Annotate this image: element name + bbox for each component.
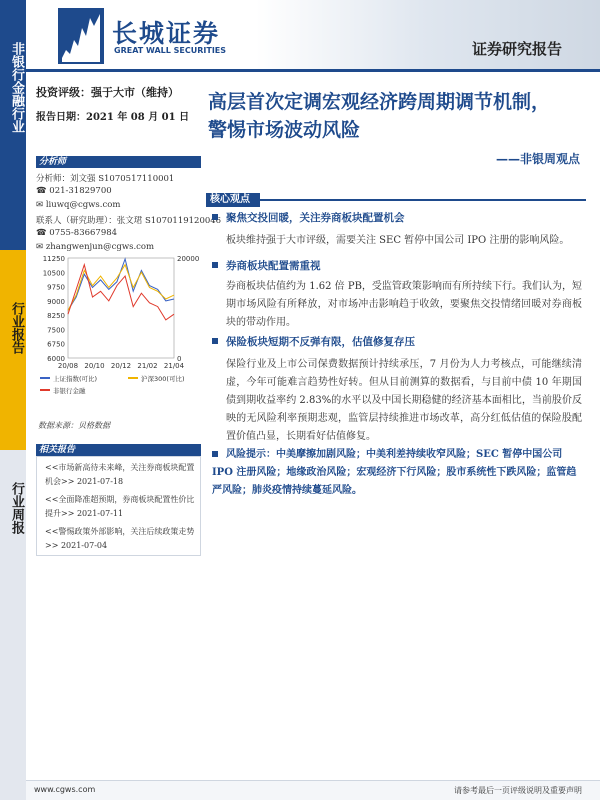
industry-label: 非银行金融行业 bbox=[9, 42, 24, 133]
great-wall-logo-icon bbox=[56, 6, 106, 66]
phone-icon: ☎ bbox=[36, 228, 50, 238]
x-tick-label: 21/02 bbox=[137, 362, 158, 370]
analyst-section-title: 分析师 bbox=[36, 156, 201, 168]
related-report-link[interactable]: <<市场新高待未来峰，关注券商板块配置机会>> 2021-07-18 bbox=[45, 463, 195, 486]
point-paragraph: 保险行业及上市公司保费数据预计持续承压，7 月份为人力考核点，可能继续清虚，今年可能难言趋势性好转。但从目前测算的数据看，与目前中债 10 年期国债到期收益率约 2.83%的水平以及中国长期稳健的经济基本面相比，当前股价反映的无风险利率预期悲观，监管层持续推进市场改革，高分红低估值的保险股配置价值凸显，长期看好估值修复。 bbox=[226, 359, 582, 442]
y-left-tick-label: 6750 bbox=[47, 340, 65, 349]
report-title-line-2: 警惕市场波动风险 bbox=[208, 119, 361, 141]
stock-price-chart-svg bbox=[36, 250, 201, 410]
point-heading: 聚焦交投回暖，关注券商板块配置机会 bbox=[212, 210, 405, 225]
report-frequency-label: 行业周报 bbox=[9, 482, 24, 534]
company-logo-english: GREAT WALL SECURITIES bbox=[114, 46, 227, 55]
related-reports-list bbox=[36, 456, 201, 556]
x-tick-label: 20/08 bbox=[57, 362, 79, 370]
legend-label: 非银行金融 bbox=[53, 387, 86, 395]
y-left-tick-label: 8250 bbox=[47, 312, 65, 321]
contact-phone: ☎ 0755-83667984 bbox=[36, 228, 118, 238]
stock-price-chart bbox=[36, 250, 201, 410]
data-source: 数据来源：贝格数据 bbox=[38, 421, 110, 430]
report-title-line-1: 高层首次定调宏观经济跨周期调节机制， bbox=[208, 91, 551, 113]
legend-label: 上证指数(可比) bbox=[53, 375, 98, 383]
x-tick-label: 21/04 bbox=[163, 362, 185, 370]
y-right-tick-label: 20000 bbox=[177, 255, 200, 263]
analyst-email[interactable]: ✉ liuwq@cgws.com bbox=[36, 200, 121, 210]
website-link[interactable]: www.cgws.com bbox=[34, 785, 96, 794]
core-view-header bbox=[206, 187, 586, 205]
core-view-label: 核心观点 bbox=[206, 193, 260, 207]
series-line bbox=[68, 265, 174, 311]
y-left-tick-label: 6000 bbox=[47, 355, 65, 363]
page-footer bbox=[26, 780, 600, 800]
x-tick-label: 20/12 bbox=[110, 362, 132, 370]
point-paragraph: 券商板块估值约为 1.62 倍 PB，受监管政策影响而有所持续下行。我们认为，短期市场风险有所释放，对市场冲击影响趋于收敛，要聚焦交投情绪回暖对券商板块的带动作用。 bbox=[226, 281, 582, 328]
y-left-tick-label: 11250 bbox=[42, 255, 65, 263]
contact-line: 联系人（研究助理）：张文珺 S1070119120046 bbox=[36, 216, 222, 226]
analyst-line: 分析师：刘文强 S1070517110001 bbox=[36, 174, 175, 184]
y-left-tick-label: 9000 bbox=[47, 297, 65, 306]
report-date: 报告日期：2021 年 08 月 01 日 bbox=[36, 112, 190, 123]
contact-email[interactable]: ✉ zhangwenjun@cgws.com bbox=[36, 242, 155, 252]
report-title bbox=[208, 88, 588, 144]
related-reports-title: 相关报告 bbox=[36, 444, 201, 456]
y-right-tick-label: 0 bbox=[177, 355, 182, 363]
risk-warning: 风险提示：中美摩擦加剧风险；中美利差持续收窄风险；SEC 暂停中国公司 IPO 注册风险；地缘政治风险；宏观经济下行风险；股市系统性下跌风险；监管趋严风险；肺炎疫情持续蔓延风险。 bbox=[212, 446, 582, 500]
mail-icon: ✉ bbox=[36, 242, 46, 252]
company-logo-text: 长城证券 bbox=[112, 19, 221, 48]
legend-label: 沪深300(可比) bbox=[141, 375, 185, 383]
page-header bbox=[26, 0, 600, 72]
related-report-link[interactable]: <<全面降准超预期，券商板块配置性价比提升>> 2021-07-11 bbox=[45, 495, 195, 518]
investment-rating: 投资评级：强于大市（维持） bbox=[36, 86, 179, 99]
phone-icon: ☎ bbox=[36, 186, 50, 196]
side-band bbox=[0, 0, 26, 800]
point-heading: 券商板块配置需重视 bbox=[212, 258, 321, 273]
disclaimer-note: 请参考最后一页评级说明及重要声明 bbox=[454, 786, 582, 795]
point-heading: 保险板块短期不反弹有限，估值修复存压 bbox=[212, 334, 415, 349]
report-subtitle: ——非银周观点 bbox=[495, 152, 580, 166]
mail-icon: ✉ bbox=[36, 200, 46, 210]
x-tick-label: 20/10 bbox=[84, 362, 105, 370]
y-left-tick-label: 9750 bbox=[47, 283, 65, 292]
report-type: 证券研究报告 bbox=[471, 40, 562, 58]
report-category-label: 行业报告 bbox=[9, 302, 24, 354]
y-left-tick-label: 7500 bbox=[47, 326, 65, 335]
related-report-link[interactable]: <<警惕政策外部影响，关注后续政策走势>> 2021-07-04 bbox=[45, 527, 195, 550]
point-paragraph: 板块维持强于大市评级，需要关注 SEC 暂停中国公司 IPO 注册的影响风险。 bbox=[226, 235, 570, 246]
analyst-phone: ☎ 021-31829700 bbox=[36, 186, 112, 196]
y-left-tick-label: 10500 bbox=[42, 269, 65, 278]
